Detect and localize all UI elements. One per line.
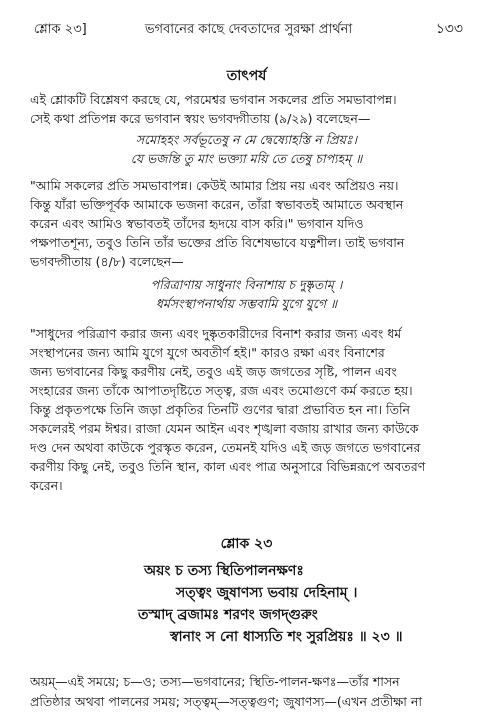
text-line: "সাধুদের পরিত্রাণ করার জন্য এবং দুষ্কৃতকারীদের বিনাশ করার জন্য এবং ধর্ম bbox=[30, 326, 402, 341]
gloss-line: অয়ম্—এই সময়ে; চ—ও; তস্য—ভগবানের; স্থিতি-পালন-ক্ষণঃ—তাঁর শাসন bbox=[30, 674, 400, 689]
purport-paragraph-3 bbox=[30, 324, 469, 495]
text-line: দণ্ড দেন অথবা কাউকে পুরস্কৃত করেন, তেমনই যদিও এই জড় জগতে ভগবানের bbox=[30, 440, 421, 455]
text-line: "আমি সকলের প্রতি সমভাবাপন্ন। কেউই আমার প্রিয় নয় এবং অপ্রিয়ও নয়। bbox=[30, 178, 399, 193]
running-header bbox=[34, 18, 463, 42]
purport-paragraph-2 bbox=[30, 176, 469, 271]
text-line: করেন এবং আমিও স্বভাবতই তাঁদের হৃদয়ে বাস করি।" ভগবান যদিও bbox=[30, 216, 364, 231]
text-line: করেন। bbox=[30, 478, 63, 493]
text-line: কিন্তু যাঁরা ভক্তিপূর্বক আমাকে ভজনা করেন, তাঁরা স্বভাবতই আমাতে অবস্থান bbox=[30, 197, 404, 212]
quoted-verse-2 bbox=[0, 275, 493, 313]
sloka-line: স্বানাং স নো ধাস্যতি শং সুরপ্রিয়ঃ ॥ ২৩ ॥ bbox=[170, 629, 403, 645]
verse-line: সমোহহং সর্বভূতেষু ন মে দ্বেষ্যোহস্তি ন প্রিয়ঃ। bbox=[135, 132, 358, 147]
page-number: ১৩৩ bbox=[435, 22, 463, 37]
sloka-text bbox=[0, 560, 493, 648]
verse-line: ধর্মসংস্থাপনার্থায় সম্ভবামি যুগে যুগে ॥ bbox=[155, 296, 338, 311]
sloka-heading: শ্লোক ২৩ bbox=[220, 536, 273, 552]
sloka-line: সত্ত্বং জুষাণস্য ভবায় দেহিনাম্ । bbox=[176, 585, 358, 601]
text-line: সংস্থাপনের জন্য আমি যুগে যুগে অবতীর্ণ হই।" কারও রক্ষা এবং বিনাশের bbox=[30, 345, 385, 360]
verse-line: পরিত্রাণায় সাধুনাং বিনাশায় চ দুষ্কৃতাম্ । bbox=[150, 277, 343, 292]
header-chapter-title: ভগবানের কাছে দেবতাদের সুরক্ষা প্রার্থনা bbox=[144, 22, 353, 37]
text-line: কিন্তু প্রকৃতপক্ষে তিনি জড়া প্রকৃতির তিনটি গুণের দ্বারা প্রভাবিত হন না। তিনি bbox=[30, 402, 411, 417]
text-line: করণীয় কিছু নেই, তবুও তিনি স্থান, কাল এবং পাত্র অনুসারে বিভিন্নরূপে অবতরণ bbox=[30, 459, 426, 474]
sloka-line: অয়ং চ তস্য স্থিতিপালনক্ষণঃ bbox=[144, 563, 304, 579]
purport-paragraph-1 bbox=[30, 90, 469, 128]
quoted-verse-1 bbox=[0, 130, 493, 168]
text-line: ভগবদ্গীতায় (৪/৮) বলেছেন— bbox=[30, 254, 184, 269]
sloka-line: তস্মাদ্ ব্রজামঃ শরণং জগদ্গুরুং bbox=[138, 607, 318, 623]
text-line: সংহারের জন্য তাঁকে আপাতদৃষ্টিতে সত্ত্ব, রজ এবং তমোগুণে কর্ম করতে হয়। bbox=[30, 383, 413, 398]
purport-heading: তাৎপর্য bbox=[226, 68, 267, 84]
verse-line: যে ভজন্তি তু মাং ভক্ত্যা ময়ি তে তেষু চাপ্যহম্ ॥ bbox=[130, 151, 363, 166]
text-line: সকলেরই পরম ঈশ্বর। রাজা যেমন আইন এবং শৃঙ্খলা বজায় রাখার জন্য কাউকে bbox=[30, 421, 419, 436]
text-line: সেই কথা প্রতিপন্ন করে ভগবান স্বয়ং ভগবদ্গীতায় (৯/২৯) বলেছেন— bbox=[30, 111, 371, 126]
header-verse-ref: শ্লোক ২৩] bbox=[34, 22, 87, 37]
text-line: জন্য ভগবানের কিছু করণীয় নেই, তবুও এই জড় জগতের সৃষ্টি, পালন এবং bbox=[30, 364, 397, 379]
word-for-word-gloss bbox=[30, 672, 469, 712]
text-line: এই শ্লোকটি বিশ্লেষণ করছে যে, পরমেশ্বর ভগবান সকলের প্রতি সমভাবাপন্ন। bbox=[30, 92, 397, 107]
text-line: পক্ষপাতশূন্য, তবুও তিনি তাঁর ভক্তের প্রতি বিশেষভাবে যত্নশীল। তাই ভগবান bbox=[30, 235, 405, 250]
gloss-line: প্রতিষ্ঠার অথবা পালনের সময়; সত্ত্বম্—সত্ত্বগুণ; জুষাণস্য—(এখন প্রতীক্ষা না bbox=[30, 694, 422, 709]
